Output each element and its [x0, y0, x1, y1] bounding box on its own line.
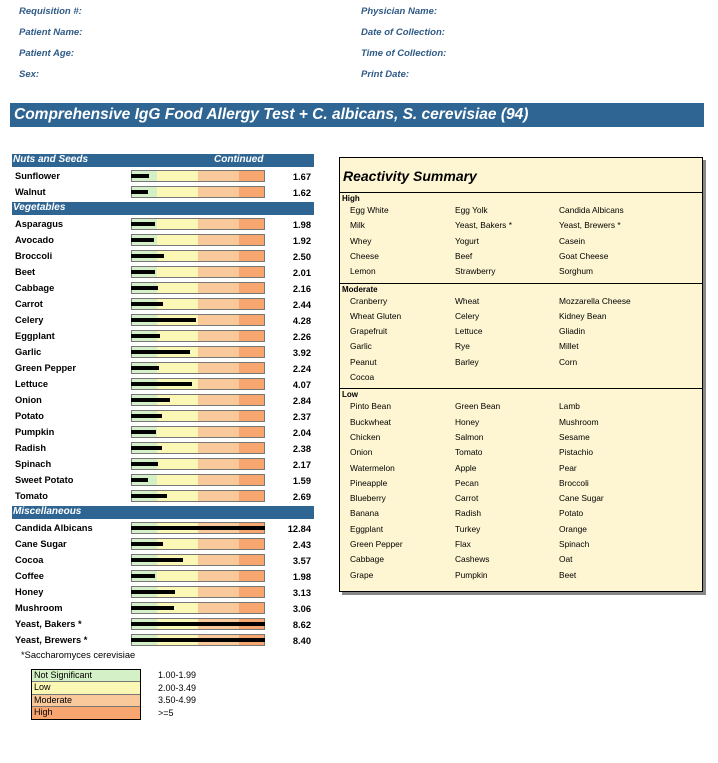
header-label: Patient Age: — [19, 48, 75, 59]
scale-zone — [198, 539, 239, 549]
summary-item: Yeast, Bakers * — [455, 220, 512, 231]
food-value: 1.62 — [292, 188, 311, 198]
scale-zone — [198, 475, 239, 485]
food-name: Sunflower — [15, 171, 60, 181]
scale-zone — [239, 603, 264, 613]
food-value: 8.40 — [292, 636, 311, 646]
summary-item: Rye — [455, 341, 470, 352]
scale-zone — [239, 459, 264, 469]
header-label: Patient Name: — [19, 27, 83, 38]
reactivity-bar — [131, 526, 265, 530]
scale-zone — [157, 427, 198, 437]
reactivity-bar — [131, 414, 162, 418]
scale-zone — [198, 171, 239, 181]
scale-zone — [198, 491, 239, 501]
scale-zone — [239, 411, 264, 421]
summary-item: Broccoli — [559, 477, 589, 488]
scale-zone — [198, 331, 239, 341]
summary-item: Watermelon — [350, 462, 395, 473]
summary-item: Casein — [559, 235, 586, 246]
summary-item: Lettuce — [455, 326, 483, 337]
scale-zone — [157, 571, 198, 581]
scale-zone — [157, 459, 198, 469]
summary-item: Carrot — [455, 493, 479, 504]
summary-item: Candida Albicans — [559, 205, 624, 215]
section-header — [12, 506, 314, 519]
food-value: 2.17 — [292, 460, 311, 470]
summary-item: Cocoa — [350, 372, 375, 382]
scale-zone — [198, 379, 239, 389]
food-value: 1.92 — [292, 236, 311, 246]
summary-item: Cashews — [455, 554, 490, 565]
header-label: Physician Name: — [361, 6, 438, 17]
summary-item: Corn — [559, 356, 578, 367]
food-name: Cocoa — [15, 555, 44, 565]
reactivity-bar — [131, 382, 192, 386]
scale-zone — [239, 539, 264, 549]
food-name: Potato — [15, 411, 44, 421]
food-value: 2.69 — [292, 492, 311, 502]
scale-zone — [239, 315, 264, 325]
scale-zone — [239, 475, 264, 485]
summary-item: Strawberry — [455, 266, 496, 277]
reactivity-bar — [131, 622, 265, 626]
scale-zone — [239, 331, 264, 341]
summary-item: Sesame — [559, 431, 590, 442]
summary-item: Green Pepper — [350, 539, 403, 549]
reactivity-bar — [131, 270, 155, 274]
legend-range: 2.00-3.49 — [158, 682, 197, 693]
food-value: 4.07 — [292, 380, 311, 390]
scale-zone — [198, 251, 239, 261]
summary-item: Pistachio — [559, 447, 593, 458]
scale-zone — [198, 411, 239, 421]
summary-item: Buckwheat — [350, 416, 391, 427]
header-label: Time of Collection: — [361, 48, 447, 59]
legend-swatch: High — [32, 707, 140, 719]
scale-zone — [239, 571, 264, 581]
header-label: Print Date: — [361, 69, 410, 80]
footnote: *Saccharomyces cerevisiae — [21, 650, 136, 660]
reactivity-bar — [131, 478, 148, 482]
food-value: 2.24 — [292, 364, 311, 374]
summary-item: Orange — [559, 523, 587, 534]
scale-zone — [198, 603, 239, 613]
reactivity-bar — [131, 190, 148, 194]
scale-zone — [239, 219, 264, 229]
summary-item: Oat — [559, 554, 573, 565]
reactivity-bar — [131, 302, 163, 306]
reactivity-bar — [131, 462, 158, 466]
food-value: 3.13 — [292, 588, 311, 598]
summary-item: Pineapple — [350, 477, 388, 488]
scale-zone — [198, 235, 239, 245]
food-name: Sweet Potato — [15, 475, 74, 485]
legend — [31, 669, 141, 720]
food-name: Radish — [15, 443, 46, 453]
summary-divider — [340, 388, 702, 389]
section-header — [12, 202, 314, 215]
food-value: 1.67 — [292, 172, 311, 182]
summary-item: Flax — [455, 539, 471, 549]
food-name: Yeast, Bakers * — [15, 619, 82, 629]
summary-item: Peanut — [350, 356, 377, 367]
reactivity-bar — [131, 430, 156, 434]
scale-zone — [198, 187, 239, 197]
scale-zone — [198, 571, 239, 581]
food-value: 12.84 — [287, 524, 311, 534]
summary-item: Grape — [350, 569, 374, 580]
summary-category: Moderate — [342, 284, 378, 294]
summary-item: Goat Cheese — [559, 250, 609, 261]
reactivity-bar — [131, 174, 149, 178]
scale-zone — [198, 347, 239, 357]
scale-zone — [157, 187, 198, 197]
reactivity-summary — [339, 157, 703, 592]
summary-item: Kidney Bean — [559, 310, 607, 321]
food-value: 1.98 — [292, 572, 311, 582]
section-name: Nuts and Seeds — [13, 154, 89, 165]
food-value: 1.98 — [292, 220, 311, 230]
legend-swatch: Not Significant — [32, 670, 140, 682]
reactivity-bar — [131, 606, 174, 610]
food-name: Eggplant — [15, 331, 55, 341]
scale-zone — [198, 459, 239, 469]
summary-item: Pecan — [455, 477, 479, 488]
reactivity-bar — [131, 574, 155, 578]
scale-zone — [239, 395, 264, 405]
food-value: 2.44 — [292, 300, 311, 310]
summary-item: Cheese — [350, 250, 379, 261]
title-banner — [10, 103, 704, 127]
summary-item: Potato — [559, 508, 584, 519]
scale-zone — [157, 235, 198, 245]
summary-item: Millet — [559, 341, 579, 352]
legend-swatch: Moderate — [32, 695, 140, 707]
reactivity-bar — [131, 222, 155, 226]
header-label: Sex: — [19, 69, 40, 80]
food-value: 1.59 — [292, 476, 311, 486]
summary-item: Yeast, Brewers * — [559, 220, 621, 231]
scale-zone — [157, 283, 198, 293]
legend-range: 3.50-4.99 — [158, 695, 197, 705]
food-name: Garlic — [15, 347, 42, 357]
reactivity-bar — [131, 590, 175, 594]
food-value: 2.01 — [292, 268, 311, 278]
summary-item: Blueberry — [350, 493, 386, 504]
scale-zone — [157, 411, 198, 421]
summary-item: Honey — [455, 416, 480, 427]
food-name: Walnut — [15, 187, 46, 197]
summary-divider — [340, 192, 702, 193]
scale-zone — [157, 267, 198, 277]
section-name: Miscellaneous — [13, 506, 82, 517]
header-label: Requisition #: — [19, 6, 82, 17]
food-name: Yeast, Brewers * — [15, 635, 88, 645]
summary-item: Banana — [350, 508, 379, 519]
summary-item: Cranberry — [350, 295, 388, 306]
scale-zone — [198, 587, 239, 597]
summary-item: Turkey — [455, 523, 481, 534]
food-name: Beet — [15, 267, 36, 277]
food-value: 8.62 — [292, 620, 311, 630]
scale-zone — [239, 267, 264, 277]
scale-zone — [198, 299, 239, 309]
reactivity-bar — [131, 398, 170, 402]
scale-zone — [198, 395, 239, 405]
summary-item: Egg White — [350, 205, 389, 215]
summary-item: Wheat Gluten — [350, 310, 402, 321]
summary-item: Pumpkin — [455, 569, 488, 580]
summary-item: Pinto Bean — [350, 401, 391, 412]
food-name: Celery — [15, 315, 44, 325]
section-header — [12, 154, 314, 167]
summary-item: Wheat — [455, 295, 480, 306]
food-name: Honey — [15, 587, 44, 597]
summary-item: Sorghum — [559, 266, 593, 277]
summary-item: Pear — [559, 462, 577, 473]
reactivity-bar — [131, 350, 190, 354]
summary-divider — [340, 283, 702, 284]
summary-item: Grapefruit — [350, 326, 388, 337]
food-name: Spinach — [15, 459, 52, 469]
reactivity-scale — [131, 170, 265, 182]
scale-zone — [239, 171, 264, 181]
summary-item: Lemon — [350, 266, 376, 277]
food-value: 2.37 — [292, 412, 311, 422]
scale-zone — [239, 347, 264, 357]
scale-zone — [157, 539, 198, 549]
food-value: 4.28 — [292, 316, 311, 326]
food-value: 3.92 — [292, 348, 311, 358]
summary-item: Garlic — [350, 341, 372, 352]
summary-item: Cane Sugar — [559, 493, 604, 504]
scale-zone — [239, 187, 264, 197]
summary-item: Tomato — [455, 447, 483, 458]
summary-item: Cabbage — [350, 554, 384, 565]
legend-range: 1.00-1.99 — [158, 670, 197, 680]
summary-item: Egg Yolk — [455, 205, 488, 215]
summary-item: Whey — [350, 235, 372, 246]
food-value: 2.04 — [292, 428, 311, 438]
legend-range: >=5 — [158, 707, 174, 718]
reactivity-bar — [131, 318, 196, 322]
scale-zone — [198, 363, 239, 373]
scale-zone — [157, 443, 198, 453]
scale-zone — [239, 251, 264, 261]
food-name: Asparagus — [15, 219, 64, 229]
scale-zone — [239, 235, 264, 245]
summary-item: Radish — [455, 508, 482, 519]
scale-zone — [198, 267, 239, 277]
report-title: Comprehensive IgG Food Allergy Test + C. albicans, S. cerevisiae (94) — [14, 106, 529, 123]
scale-zone — [198, 315, 239, 325]
summary-item: Gliadin — [559, 326, 586, 337]
summary-title: Reactivity Summary — [343, 168, 477, 184]
scale-zone — [198, 283, 239, 293]
reactivity-bar — [131, 366, 159, 370]
summary-item: Milk — [350, 220, 365, 231]
food-name: Pumpkin — [15, 427, 55, 437]
reactivity-bar — [131, 446, 162, 450]
section-name: Vegetables — [13, 202, 66, 213]
reactivity-bar — [131, 542, 163, 546]
summary-item: Onion — [350, 447, 373, 458]
food-value: 2.16 — [292, 284, 311, 294]
summary-item: Barley — [455, 356, 479, 367]
summary-item: Green Bean — [455, 401, 501, 412]
summary-item: Yogurt — [455, 235, 479, 246]
continued-label: Continued — [214, 154, 264, 165]
reactivity-bar — [131, 334, 160, 338]
reactivity-scale — [131, 474, 265, 486]
scale-zone — [239, 379, 264, 389]
food-name: Onion — [15, 395, 42, 405]
summary-item: Eggplant — [350, 523, 384, 534]
summary-item: Beet — [559, 569, 577, 580]
summary-item: Chicken — [350, 431, 381, 442]
reactivity-bar — [131, 558, 183, 562]
reactivity-scale — [131, 186, 265, 198]
scale-zone — [198, 555, 239, 565]
food-name: Broccoli — [15, 251, 53, 261]
reactivity-bar — [131, 238, 154, 242]
scale-zone — [157, 171, 198, 181]
scale-zone — [157, 331, 198, 341]
summary-item: Mushroom — [559, 416, 599, 427]
summary-item: Beef — [455, 250, 473, 261]
summary-item: Spinach — [559, 539, 590, 549]
scale-zone — [157, 475, 198, 485]
scale-zone — [198, 427, 239, 437]
food-name: Cabbage — [15, 283, 55, 293]
food-name: Carrot — [15, 299, 43, 309]
summary-item: Apple — [455, 462, 477, 473]
scale-zone — [198, 443, 239, 453]
summary-category: High — [342, 194, 360, 203]
scale-zone — [239, 443, 264, 453]
scale-zone — [239, 283, 264, 293]
scale-zone — [239, 555, 264, 565]
header-label: Date of Collection: — [361, 27, 445, 38]
food-value: 2.84 — [292, 396, 311, 406]
scale-zone — [198, 219, 239, 229]
food-value: 2.50 — [292, 252, 311, 262]
reactivity-bar — [131, 286, 158, 290]
summary-item: Celery — [455, 310, 480, 321]
scale-zone — [239, 587, 264, 597]
food-value: 2.38 — [292, 444, 311, 454]
scale-zone — [157, 219, 198, 229]
food-value: 2.26 — [292, 332, 311, 342]
reactivity-bar — [131, 638, 265, 642]
summary-item: Salmon — [455, 431, 484, 442]
scale-zone — [239, 427, 264, 437]
food-name: Tomato — [15, 491, 48, 501]
summary-item: Mozzarella Cheese — [559, 295, 631, 306]
food-value: 2.43 — [292, 540, 311, 550]
scale-zone — [239, 363, 264, 373]
scale-zone — [239, 491, 264, 501]
reactivity-bar — [131, 494, 167, 498]
food-name: Coffee — [15, 571, 44, 581]
scale-zone — [157, 299, 198, 309]
food-value: 3.57 — [292, 556, 311, 566]
summary-item: Lamb — [559, 401, 580, 412]
food-name: Green Pepper — [15, 363, 76, 373]
food-name: Cane Sugar — [15, 539, 67, 549]
food-value: 3.06 — [292, 604, 311, 614]
legend-swatch: Low — [32, 682, 140, 694]
scale-zone — [157, 363, 198, 373]
scale-zone — [239, 299, 264, 309]
food-name: Candida Albicans — [15, 523, 93, 533]
food-name: Mushroom — [15, 603, 63, 613]
food-name: Avocado — [15, 235, 54, 245]
summary-category: Low — [342, 390, 358, 400]
reactivity-bar — [131, 254, 164, 258]
food-name: Lettuce — [15, 379, 49, 389]
